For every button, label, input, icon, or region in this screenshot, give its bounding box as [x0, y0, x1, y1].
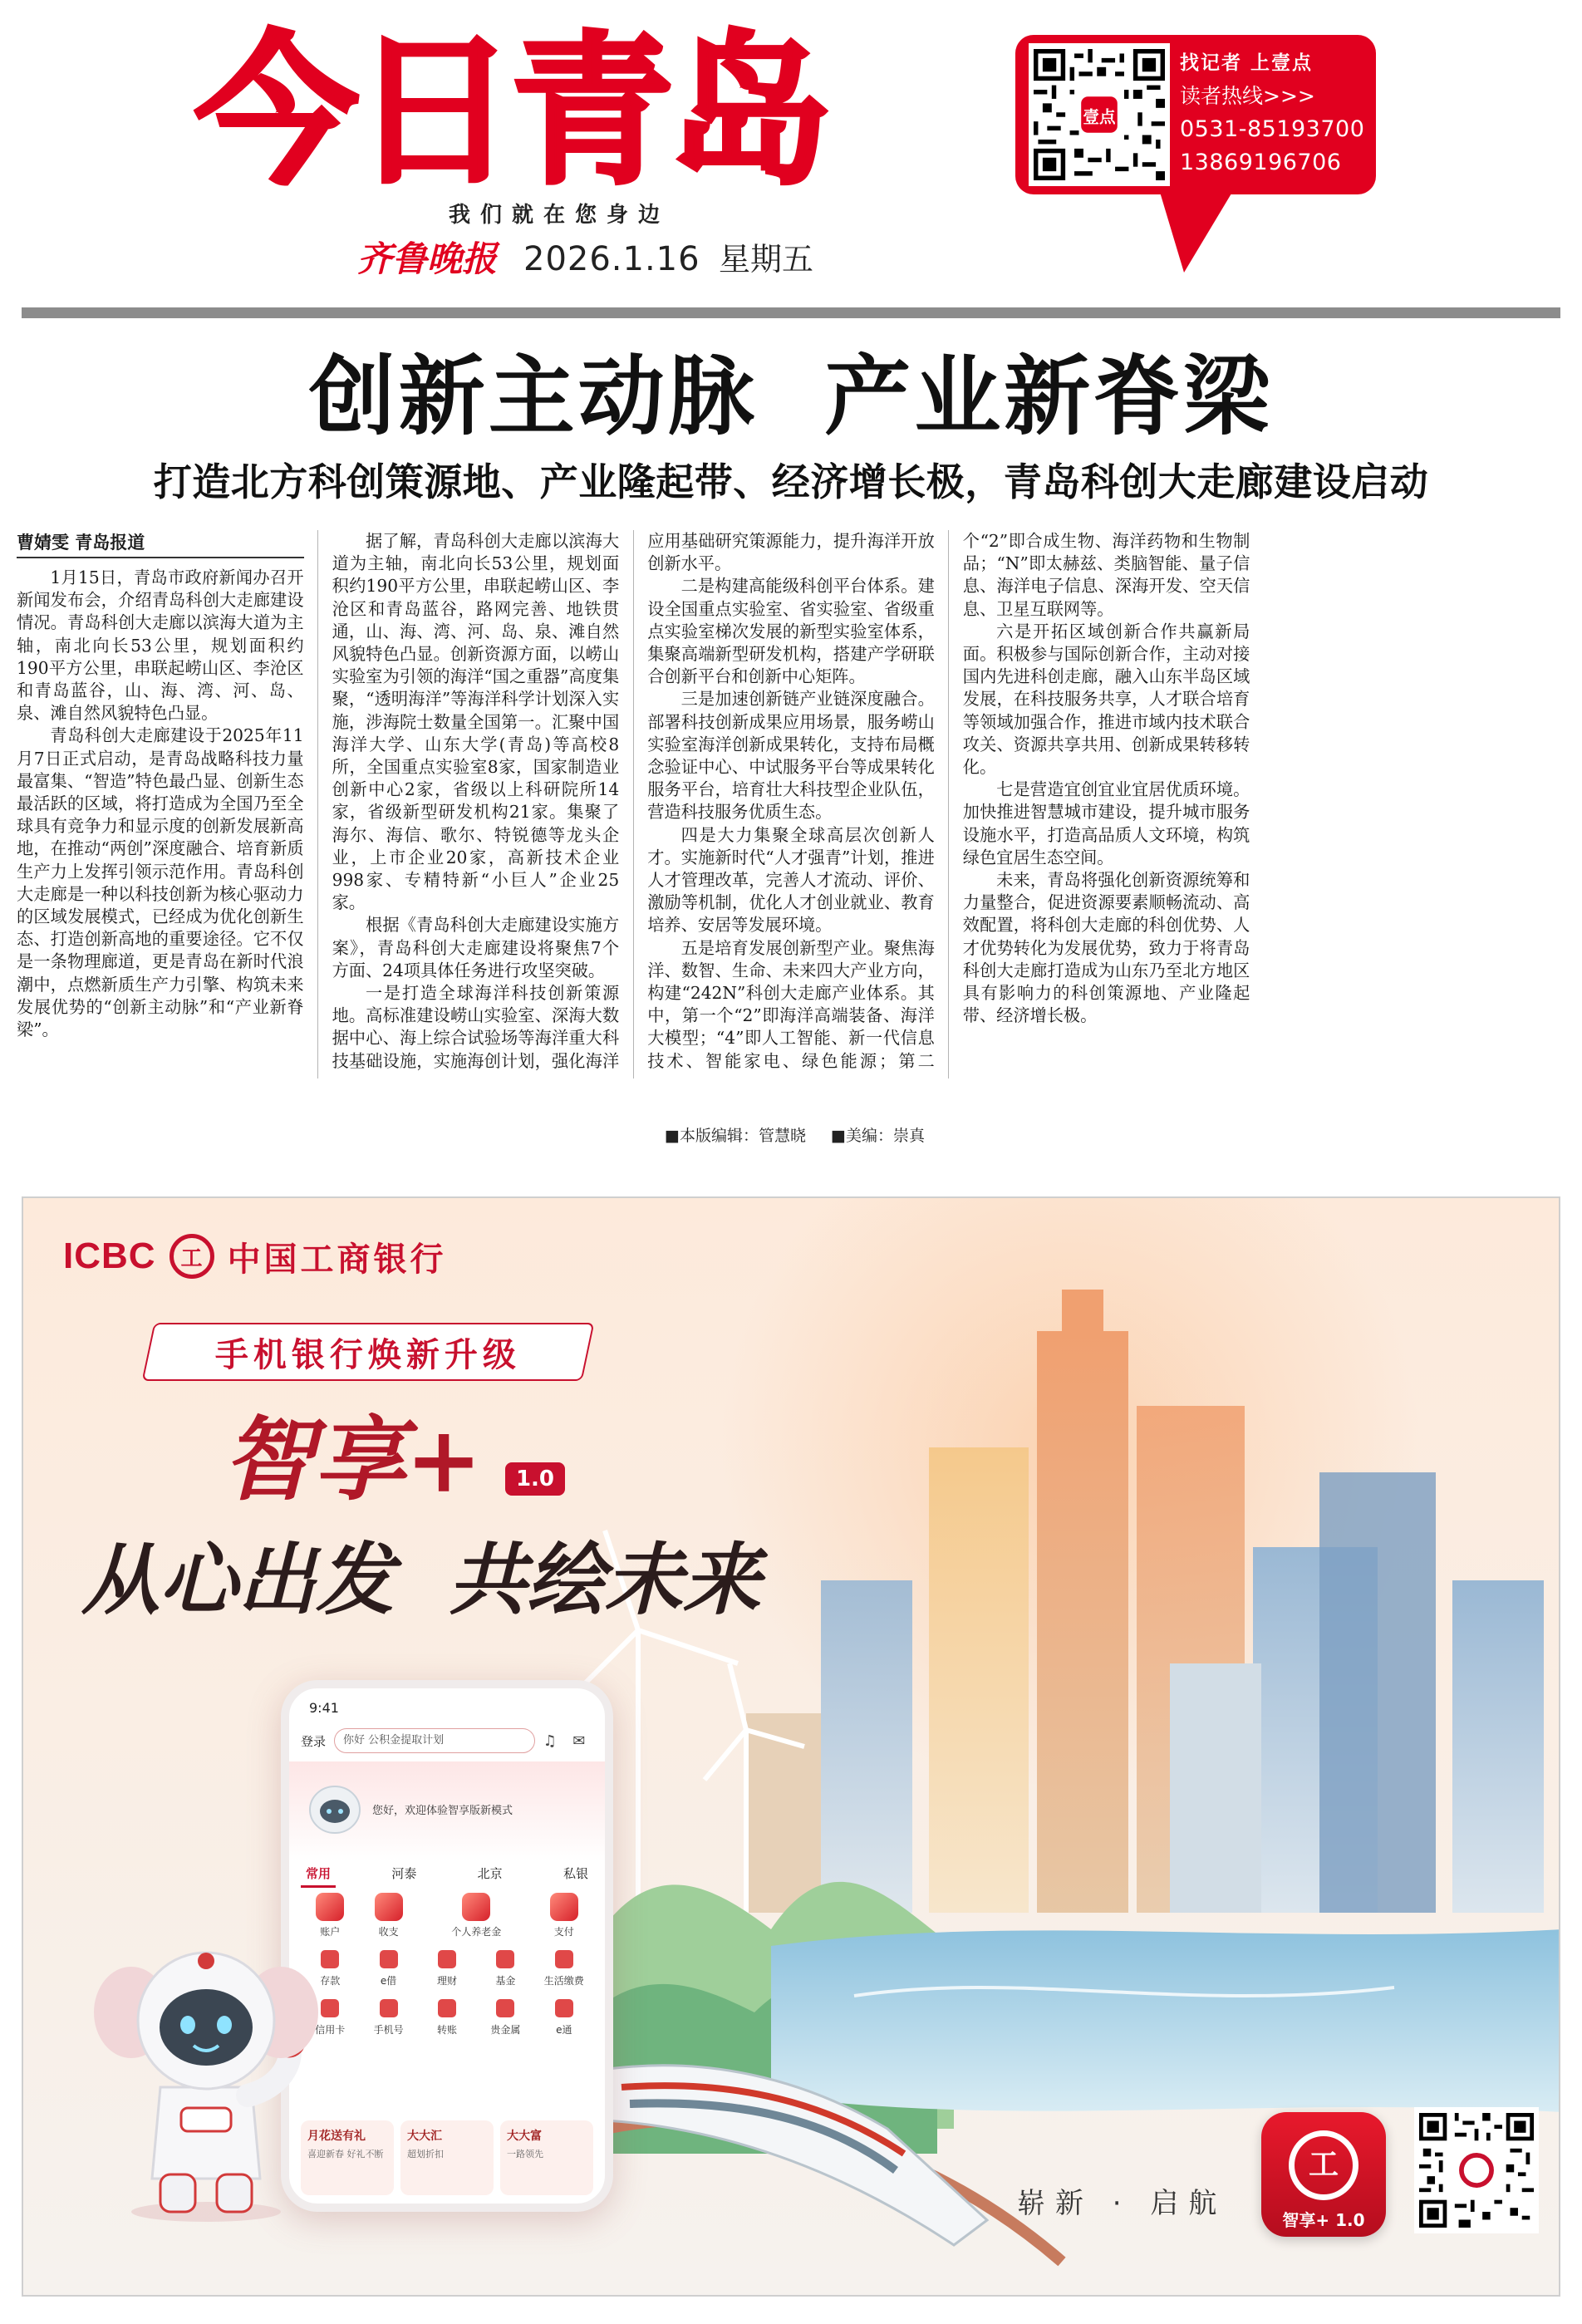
hotline-phone2[interactable]: 13869196706 — [1180, 150, 1342, 175]
ad-qr-code-icon[interactable] — [1414, 2107, 1539, 2233]
phone-func-deposit: 存款 — [301, 1950, 359, 1987]
app-icon-label: 智享+ 1.0 — [1282, 2210, 1365, 2230]
headset-icon: ♫ — [543, 1732, 557, 1750]
phone-tab: 北京 — [477, 1866, 503, 1881]
ad-brand-line: 崭新 · 启航 — [1017, 2187, 1227, 2220]
phone-func-pension: 个人养老金 — [418, 1893, 535, 1938]
hotline-line1: 找记者 上壹点 — [1180, 52, 1314, 74]
editor-credits — [665, 1123, 945, 1148]
phone-top-bar — [289, 1722, 605, 1760]
phone-status-time: 9:41 — [309, 1700, 339, 1716]
mascot-small-icon — [306, 1776, 364, 1851]
phone-func-fund: 基金 — [476, 1950, 534, 1987]
qr-pattern — [1034, 48, 1165, 181]
article-paragraph: 根据《青岛科创大走廊建设实施方案》，青岛科创大走廊建设将聚焦7个方面、24项具体任务进行攻坚突破。 — [332, 915, 620, 980]
icbc-advertisement[interactable] — [22, 1196, 1560, 2297]
phone-tab: 私银 — [563, 1866, 588, 1881]
phone-func-metal: 贵金属 — [476, 1999, 534, 2037]
phone-tab: 河泰 — [391, 1866, 417, 1881]
phone-search-input: 你好 公积金提取计划 — [334, 1728, 535, 1753]
icbc-mark-icon: 工 — [170, 1234, 214, 1279]
phone-login-link: 登录 — [301, 1733, 327, 1749]
phone-hero — [289, 1761, 605, 1861]
phone-func-transfer: 转账 — [418, 1999, 476, 2037]
article-paragraph: 七是营造宜创宜业宜居优质环境。加快推进智慧城市建设，提升城市服务设施水平，打造高品质人文环境，构筑绿色宜居生态空间。 — [962, 779, 1250, 867]
phone-func-etong: e通 — [535, 1999, 593, 2037]
article-paragraph: 二是构建高能级科创平台体系。建设全国重点实验室、省实验室、省级重点实验室梯次发展的新型实验室体系，集聚高端新型研发机构，搭建产学研联合创新平台和创新中心矩阵。 — [647, 576, 935, 687]
phone-func-income: 收支 — [359, 1893, 417, 1938]
subheadline: 打造北方科创策源地、产业隆起带、经济增长极，青岛科创大走廊建设启动 — [153, 459, 1429, 504]
ad-slogan: 从心出发 共绘未来 — [81, 1535, 761, 1626]
article-paragraph: 据了解，青岛科创大走廊以滨海大道为主轴，南北向长53公里，规划面积约190平方公里，串联起崂山区、李沧区和青岛蓝谷，路网完善、地铁贯通，山、海、湾、河、岛、泉、滩自然风貌特色凸显。创新资源方面，以崂山实验室为引领的海洋“国之重器”高度集聚，“透明海洋”等海洋科学计划深入实施，涉海院士数量全国第一。汇聚中国海洋大学、山东大学(青岛)等高校8所，全国重点实验室8家，国家制造业创新中心2家，省级以上科研院所14家，省级新型研发机构21家。集聚了海尔、海信、歌尔、特锐德等龙头企业，上市企业20家，高新技术企业998家、专精特新“小巨人”企业25家。 — [332, 531, 620, 913]
article-paragraph: 青岛科创大走廊建设于2025年11月7日正式启动，是青岛战略科技力量最富集、“智造”特色最凸显、创新生态最活跃的区域，将打造成为全国乃至全球具有竞争力和显示度的创新发展新高地，在推动“两创”深度融合、培育新质生产力上发挥引领示范作用。青岛科创大走廊是一种以科技创新为核心驱动力的区域发展模式，已经成为优化创新生态、打造创新高地的重要途径。它不仅是一条物理廊道，更是青岛在新时代浪潮中，点燃新质生产力引擎、构筑未来发展优势的“创新主动脉”和“产业新脊梁”。 — [17, 725, 304, 1040]
page-designer: ■美编：崇真 — [831, 1127, 925, 1145]
ad-qr-pattern — [1419, 2112, 1534, 2228]
article-paragraph: 1月15日，青岛市政府新闻办召开新闻发布会，介绍青岛科创大走廊建设情况。青岛科创大走廊以滨海大道为主轴，南北向长53公里，规划面积约190平方公里，串联起崂山区、李沧区和青岛蓝谷，山、海、湾、河、岛、泉、滩自然风貌特色凸显。 — [17, 567, 304, 724]
masthead-title: 今日青岛 — [195, 17, 828, 207]
article-paragraph: 未来，青岛将强化创新资源统筹和力量整合，促进资源要素顺畅流动、高效配置，将科创大走廊的科创优势、人才优势转化为发展优势，致力于将青岛科创大走廊打造成为山东乃至北方地区具有影响力的科创策源地、产业隆起带、经济增长极。 — [962, 870, 1250, 1026]
phone-tabs — [301, 1861, 593, 1888]
article-paragraph: 四是大力集聚全球高层次创新人才。实施新时代“人才强青”计划，推进人才管理改革，完善人才流动、评价、激励等机制，优化人才创业就业、教育培养、安居等发展环境。 — [647, 824, 935, 936]
phone-promo-row — [301, 2120, 593, 2195]
phone-function-grid — [301, 1893, 593, 2037]
ad-product-name: 智享+ — [223, 1406, 483, 1513]
headline: 创新主动脉 产业新脊梁 — [308, 345, 1274, 447]
page-editor: ■本版编辑：管慧晓 — [665, 1127, 806, 1145]
app-icon-glyph: 工 — [1289, 2130, 1358, 2200]
issue-date: 2026.1.16 — [523, 240, 700, 278]
masthead-rule — [22, 307, 1560, 318]
phone-func-loan: e借 — [359, 1950, 417, 1987]
byline: 曹婧雯 青岛报道 — [17, 530, 304, 558]
article-paragraph: 三是加速创新链产业链深度融合。部署科技创新成果应用场景，服务崂山实验室海洋创新成果转化，支持布局概念验证中心、中试服务平台等成果转化服务平台，培育壮大科技型企业队伍，营造科技服务优质生态。 — [647, 689, 935, 823]
article-paragraph: 一是打造全球海洋科技创新策源地。高标准建设崂山实验室、深海大数据中心、海上综合试验场等海洋重大科技基础设施，实施海创计划，强化海洋应用基础研究策源能力，提升海洋开放创新水平。 — [332, 531, 935, 1071]
app-icon[interactable] — [1261, 2112, 1386, 2237]
ad-version-badge: 1.0 — [505, 1462, 565, 1496]
phone-func-account: 账户 — [301, 1893, 359, 1938]
phone-top-icons — [535, 1732, 593, 1750]
qr-center-label: 壹点 — [1083, 107, 1116, 127]
hotline-line2: 读者热线>>> — [1180, 84, 1315, 108]
phone-greeting: 您好，欢迎体验智享版新模式 — [372, 1805, 513, 1817]
phone-tab: 常用 — [301, 1861, 336, 1888]
elephant-astronaut-mascot-icon — [81, 1929, 331, 2228]
phone-func-wealth: 理财 — [418, 1950, 476, 1987]
icbc-english-name: ICBC — [63, 1236, 156, 1276]
icbc-logo[interactable] — [63, 1231, 447, 1281]
article-paragraph: 六是开拓区域创新合作共赢新局面。积极参与国际创新合作，主动对接国内先进科创走廊，融入山东半岛区域发展，在科技服务共享，人才联合培育等领域加强合作，推进市域内技术联合攻关、资源共享共用、创新成果转移转化。 — [962, 621, 1250, 778]
issue-weekday: 星期五 — [719, 241, 814, 278]
phone-func-bills: 生活缴费 — [535, 1950, 593, 1987]
speech-bubble-tail — [1159, 189, 1234, 273]
phone-promo-card: 大大富 一路领先 — [500, 2120, 593, 2195]
ad-upgrade-text: 手机银行焕新升级 — [215, 1335, 521, 1374]
qr-code-icon[interactable] — [1029, 43, 1170, 186]
masthead — [0, 0, 1582, 316]
phone-promo-card: 大大汇 超划折扣 — [400, 2120, 494, 2195]
phone-func-pay: 支付 — [535, 1893, 593, 1938]
phone-promo-card: 月花送有礼 喜迎新春 好礼不断 — [301, 2120, 394, 2195]
phone-func-card: 信用卡 — [301, 1999, 359, 2037]
article-body — [17, 530, 1565, 1078]
phone-func-mobile: 手机号 — [359, 1999, 417, 2037]
masthead-slogan: 我们就在您身边 — [449, 203, 671, 228]
hotline-text — [1180, 47, 1371, 179]
hotline-phone1[interactable]: 0531-85193700 — [1180, 116, 1365, 142]
article-paragraph: 五是培育发展创新型产业。聚焦海洋、数智、生命、未来四大产业方向，构建“242N”科创大走廊产业体系。其中，第一个“2”即海洋高端装备、海洋大模型；“4”即人工智能、新一代信息技术、智能家电、绿色能源；第二个“2”即合成生物、海洋药物和生物制品；“N”即太赫兹、类脑智能、量子信息、海洋电子信息、深海开发、空天信息、卫星互联网等。 — [647, 531, 1250, 1071]
message-icon: ✉ — [572, 1732, 586, 1750]
icbc-chinese-name: 中国工商银行 — [227, 1240, 447, 1279]
ad-upgrade-banner — [142, 1323, 595, 1381]
phone-mockup — [281, 1680, 613, 2212]
paper-name: 齐鲁晚报 — [357, 238, 498, 279]
